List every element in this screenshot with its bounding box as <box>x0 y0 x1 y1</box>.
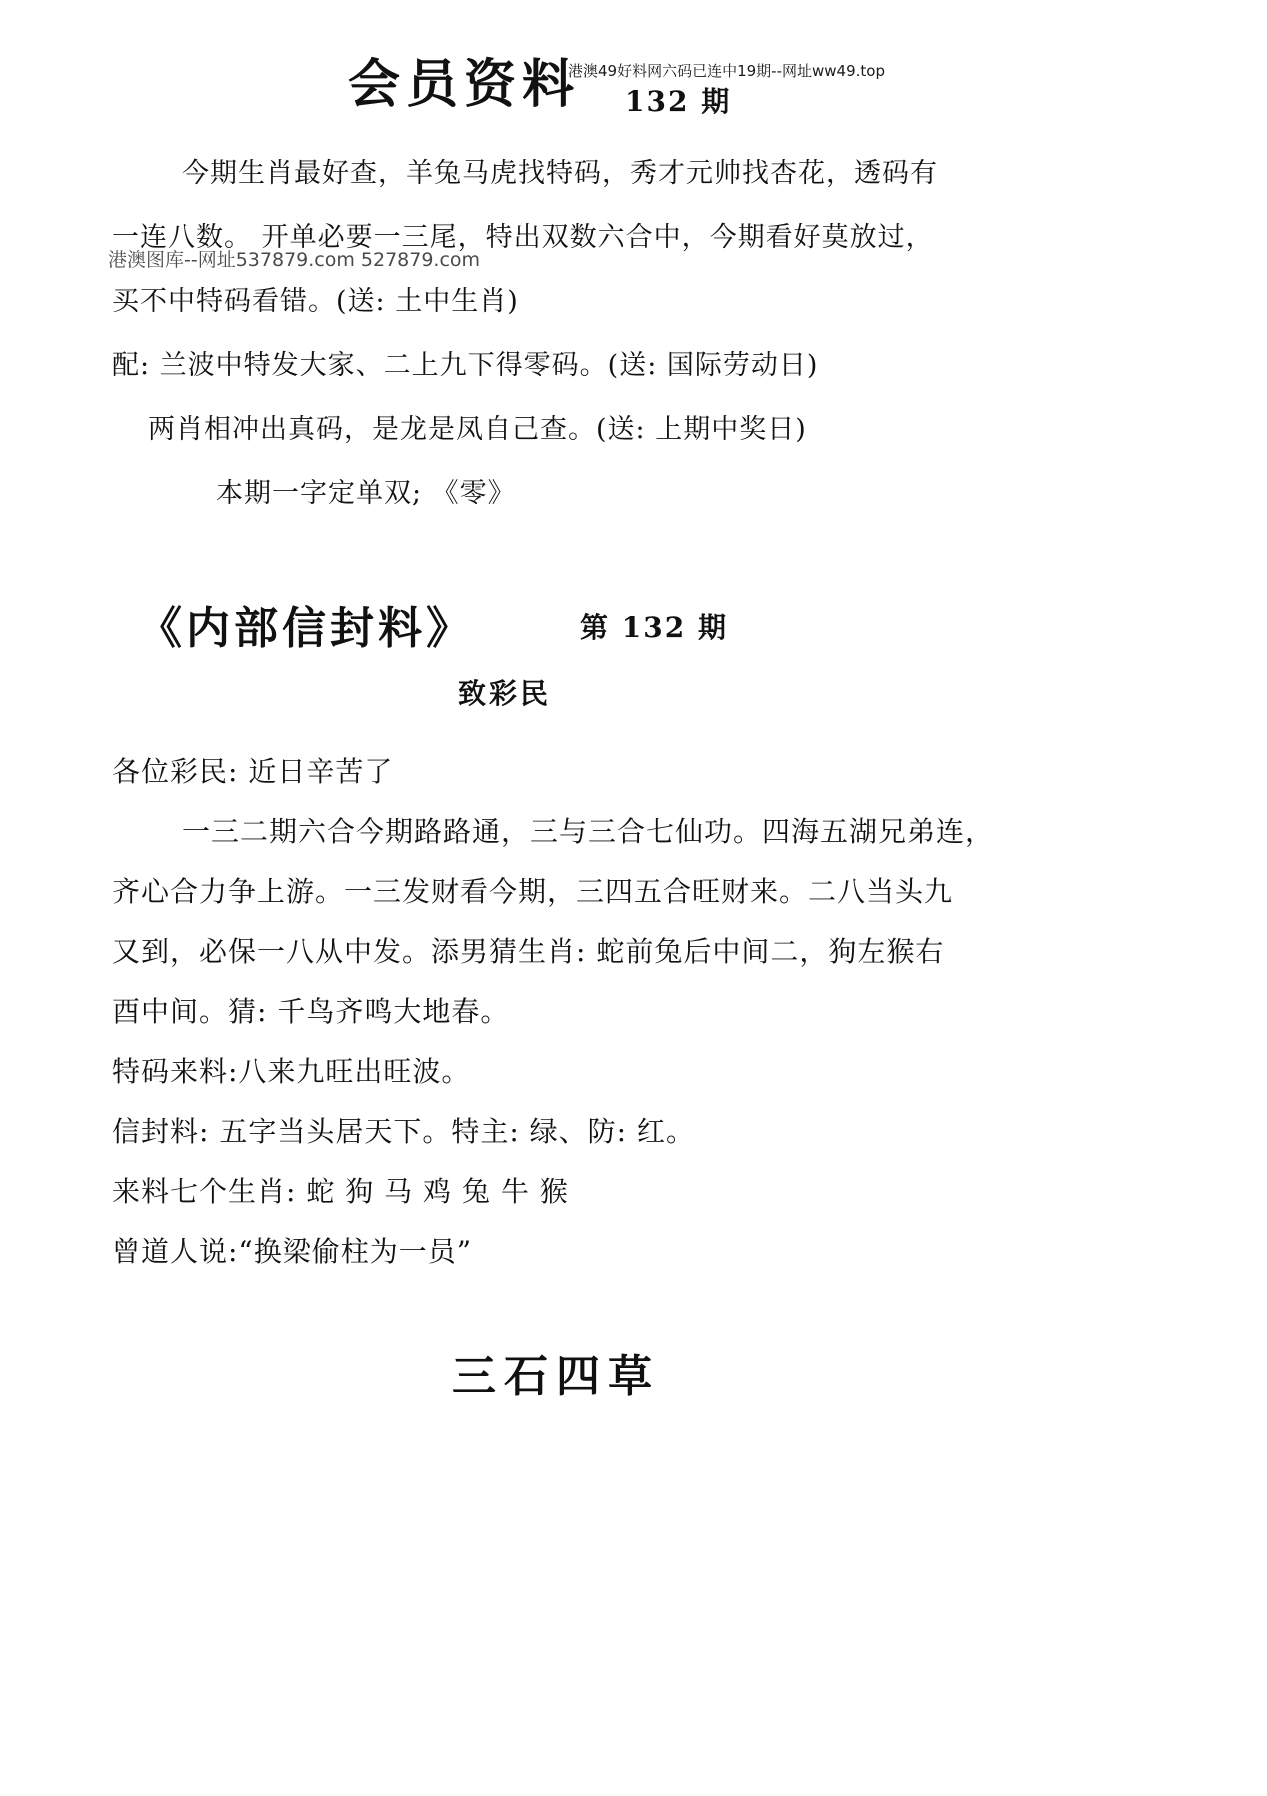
paragraph-line: 今期生肖最好查，羊兔马虎找特码，秀才元帅找杏花，透码有 <box>182 158 938 189</box>
section-subtitle: 致彩民 <box>458 677 552 710</box>
issue-number-section2: 第 132 期 <box>580 611 728 644</box>
intro-paragraph-block <box>112 142 1162 526</box>
paragraph-line: 各位彩民: 近日辛苦了 <box>112 755 394 788</box>
letter-body-block <box>112 742 1172 1282</box>
paragraph-line: 一三二期六合今期路路通，三与三合七仙功。四海五湖兄弟连， <box>182 815 995 848</box>
paragraph-line: 又到，必保一八从中发。添男猜生肖: 蛇前兔后中间二，狗左猴右 <box>112 935 945 968</box>
paragraph-line: 两肖相冲出真码，是龙是凤自己查。(送: 上期中奖日) <box>148 414 807 445</box>
watermark-text: 港澳图库--网址537879.com 527879.com <box>108 249 481 271</box>
issue-number-top: 132 期 <box>625 85 732 118</box>
paragraph-line: 本期一字定单双; 《零》 <box>216 478 516 509</box>
paragraph-line: 信封料: 五字当头居天下。特主: 绿、防: 红。 <box>112 1115 696 1148</box>
page-title: 会员资料 <box>348 54 581 115</box>
paragraph-line: 一连八数。 开单必要一三尾，特出双数六合中，今期看好莫放过， <box>112 222 934 253</box>
paragraph-line: 酉中间。猜: 千鸟齐鸣大地春。 <box>112 995 510 1028</box>
paragraph-line: 来料七个生肖: 蛇 狗 马 鸡 兔 牛 猴 <box>112 1175 569 1208</box>
paragraph-line: 曾道人说:“换梁偷柱为一员” <box>112 1235 473 1268</box>
paragraph-line: 特码来料:八来九旺出旺波。 <box>112 1055 471 1088</box>
signature: 三石四草 <box>452 1351 660 1402</box>
section-title-inner-envelope: 《内部信封料》 <box>138 603 474 654</box>
paragraph-line: 买不中特码看错。(送: 土中生肖) <box>112 286 519 317</box>
paragraph-line: 齐心合力争上游。一三发财看今期，三四五合旺财来。二八当头九 <box>112 875 954 908</box>
paragraph-line: 配: 兰波中特发大家、二上九下得零码。(送: 国际劳动日) <box>112 350 819 381</box>
site-promo-note: 港澳49好料网六码已连中19期--网址ww49.top <box>568 62 885 80</box>
